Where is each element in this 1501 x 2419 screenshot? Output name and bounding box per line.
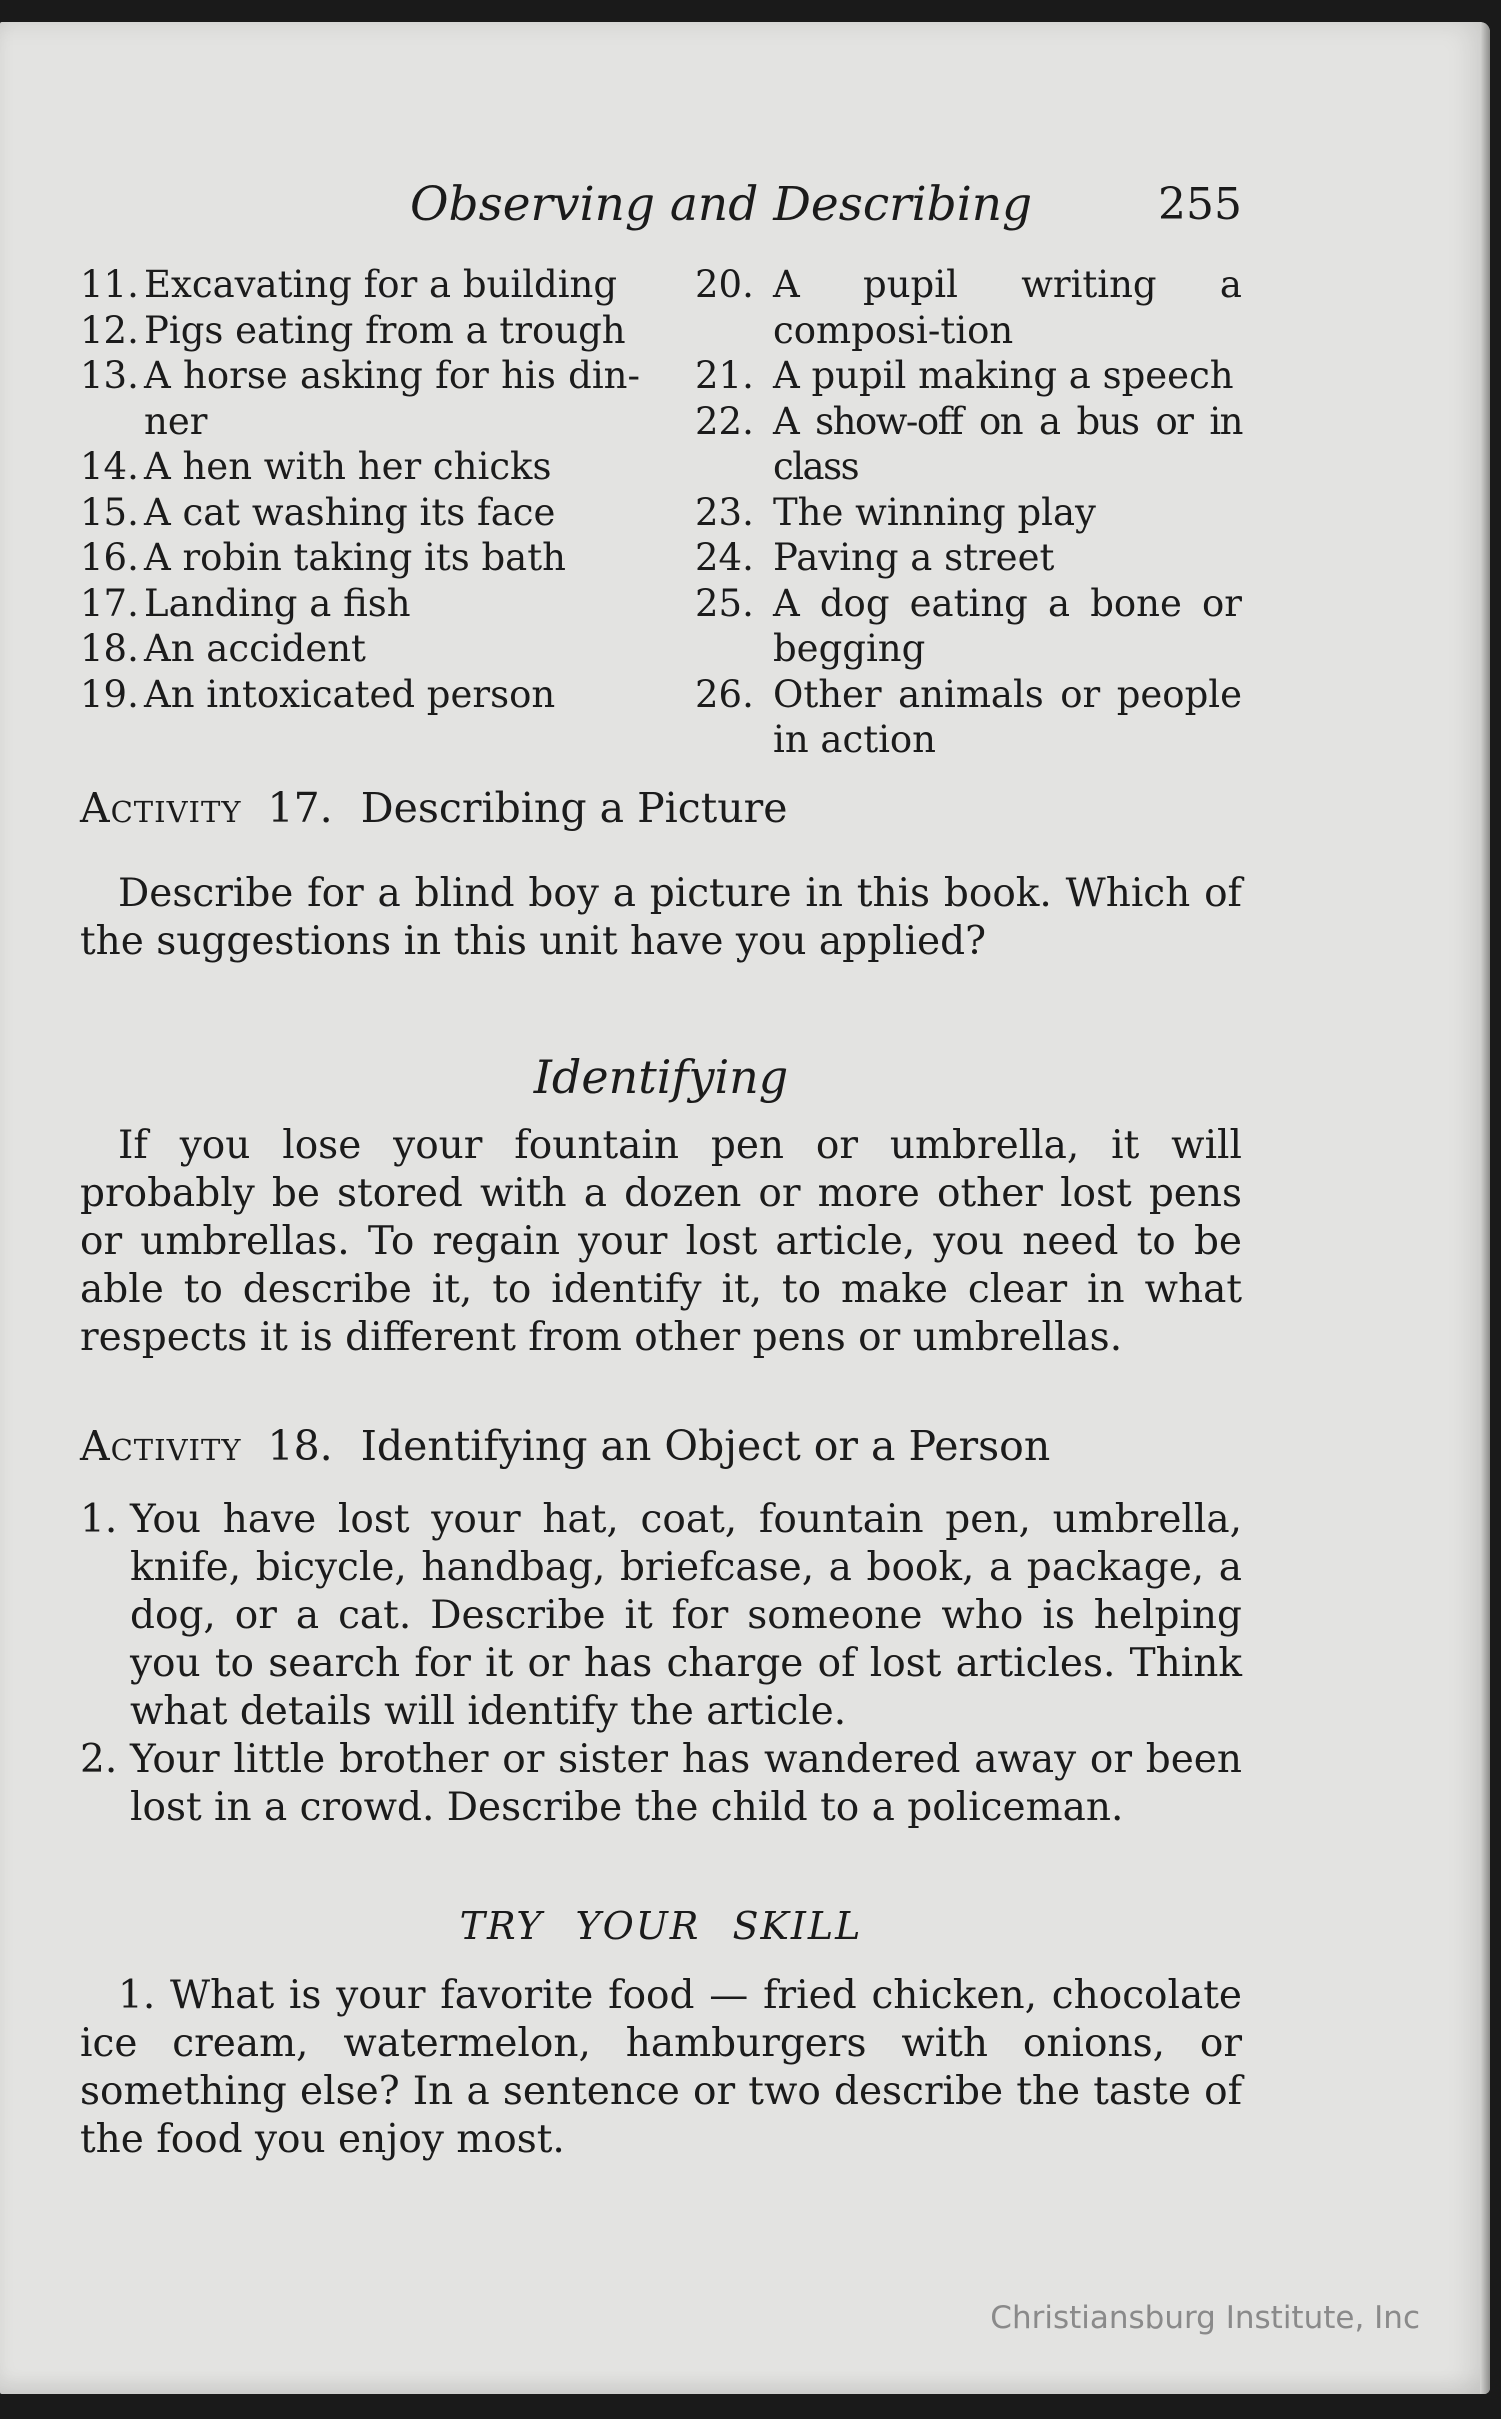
item-number: 24. [695, 536, 754, 579]
list-item [695, 581, 1242, 672]
list-item [80, 1736, 1242, 1832]
item-number: 19. [80, 672, 139, 716]
list-item [80, 535, 640, 581]
activity-title: Identifying an Object or a Person [360, 1422, 1051, 1470]
activity-number: 17. [267, 784, 333, 832]
item-text: A pupil making a speech [773, 354, 1234, 397]
item-text: Other animals or people in action [773, 672, 1242, 761]
item-number: 15. [80, 490, 139, 534]
item-number: 17. [80, 581, 139, 625]
item-number: 1. [80, 1497, 118, 1542]
item-text: A dog eating a bone or begging [773, 581, 1242, 670]
list-item [80, 581, 640, 627]
item-number: 23. [695, 490, 754, 534]
item-text: An accident [144, 627, 366, 670]
item-text: An intoxicated person [144, 672, 556, 716]
book-page [0, 22, 1490, 2394]
list-item [695, 399, 1242, 490]
item-text: A hen with her chicks [144, 445, 552, 488]
page-number: 255 [1158, 179, 1242, 230]
activity-label: Activity [80, 1422, 242, 1470]
identifying-title: Identifying [533, 1050, 789, 1104]
activity-number: 18. [267, 1422, 333, 1470]
item-text: A pupil writing a composi-tion [773, 263, 1242, 352]
activity-title: Describing a Picture [360, 784, 788, 832]
item-text: The winning play [773, 490, 1096, 534]
item-text: A show-off on a bus or in class [773, 399, 1242, 488]
item-text: Landing a fish [144, 581, 411, 625]
item-text: Paving a street [773, 536, 1055, 579]
topic-list-right-column [695, 262, 1242, 763]
list-item [80, 1496, 1242, 1736]
activity-18-list [80, 1496, 1242, 1832]
item-number: 2. [80, 1737, 118, 1782]
list-item [80, 490, 640, 536]
item-number: 26. [695, 672, 754, 716]
list-item [695, 353, 1242, 399]
identifying-body: If you lose your fountain pen or umbrella, it will probably be stored with a dozen or more other lost pens or umbrellas. To regain your lost article, you need to be able to describe it, to identify it, to make clear in what respects it is different from other pens or umbrellas. [80, 1123, 1242, 1360]
try-your-skill-title: TRY YOUR SKILL [459, 1904, 863, 1948]
item-text: Excavating for a building [144, 263, 618, 306]
topic-list-left-column [80, 262, 640, 717]
activity-17-body: Describe for a blind boy a picture in this book. Which of the suggestions in this unit have you applied? [80, 871, 1242, 964]
item-number: 21. [695, 354, 754, 397]
list-item [695, 262, 1242, 353]
item-number: 12. [80, 308, 139, 352]
item-text: Pigs eating from a trough [144, 308, 626, 352]
activity-17-heading [80, 784, 787, 832]
item-number: 20. [695, 263, 754, 306]
item-text: A horse asking for his din-ner [144, 354, 640, 443]
page-edge [1480, 22, 1490, 2394]
item-number: 13. [80, 354, 139, 397]
item-text: You have lost your hat, coat, fountain pen, umbrella, knife, bicycle, handbag, briefcase, a book, a package, a dog, or a cat. Describe it for someone who is helping you to search for it or has charge of lost articles. Think what details will identify the article. [130, 1497, 1242, 1734]
item-number: 11. [80, 263, 139, 306]
list-item [80, 262, 640, 308]
watermark: Christiansburg Institute, Inc [990, 2300, 1420, 2336]
item-number: 18. [80, 627, 139, 670]
item-number: 22. [695, 399, 754, 443]
running-head: Observing and Describing [410, 177, 1033, 232]
item-text: Your little brother or sister has wandered away or been lost in a crowd. Describe the child to a policeman. [130, 1737, 1242, 1830]
try-your-skill-body: 1. What is your favorite food — fried chicken, chocolate ice cream, watermelon, hamburgers with onions, or something else? In a sentence or two describe the taste of the food you enjoy most. [80, 1973, 1242, 2162]
list-item [80, 444, 640, 490]
list-item [80, 353, 640, 444]
list-item [80, 672, 640, 718]
item-number: 16. [80, 536, 139, 579]
list-item [695, 490, 1242, 536]
activity-18-heading [80, 1422, 1050, 1470]
list-item [695, 672, 1242, 763]
item-number: 25. [695, 581, 754, 625]
list-item [80, 626, 640, 672]
activity-label: Activity [80, 784, 242, 832]
page-header [80, 177, 1242, 237]
item-number: 14. [80, 445, 139, 488]
item-text: A cat washing its face [144, 490, 556, 534]
item-text: A robin taking its bath [144, 536, 566, 579]
list-item [80, 308, 640, 354]
list-item [695, 535, 1242, 581]
